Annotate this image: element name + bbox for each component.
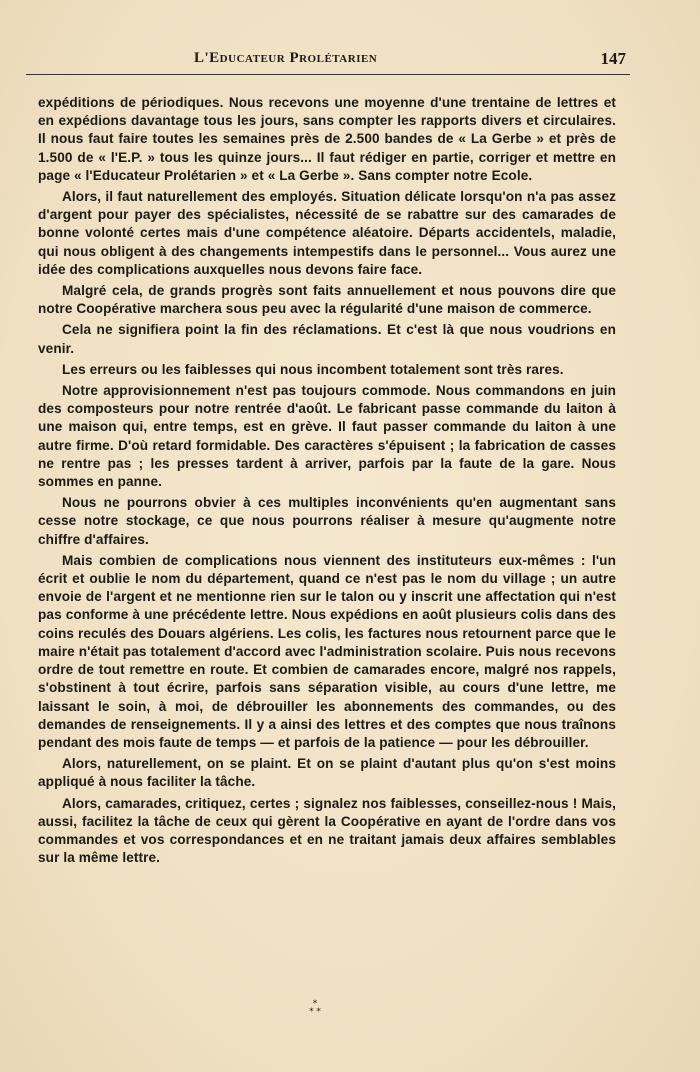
paragraph-7: Nous ne pourrons obvier à ces multiples inconvénients qu'en augmentant sans cesse notre stockage, ce que nous pourrons réaliser à mesure qu'augmente notre chiffre d'affaires.	[38, 495, 616, 547]
asterism-ornament-icon: * * *	[309, 999, 321, 1017]
journal-title: L'Educateur Prolétarien	[194, 50, 378, 66]
paragraph-3: Malgré cela, de grands progrès sont faits annuellement et nous pouvons dire que notre Coopérative marchera sous peu avec la régularité d'une maison de commerce.	[38, 283, 616, 317]
paragraph-1: expéditions de périodiques. Nous recevons une moyenne d'une trentaine de lettres et en expédions davantage tous les jours, sans compter les rapports divers et circulaires. Il nous faut faire toutes les semaines près de 2.500 bandes de « La Gerbe » et près de 1.500 de « l'E.P. » tous les quinze jours... Il faut rédiger en partie, corriger et mettre en page « l'Educateur Prolétarien » et « La Gerbe ». Sans compter notre Ecole.	[38, 95, 616, 183]
paragraph-10: Alors, camarades, critiquez, certes ; signalez nos faiblesses, conseillez-nous ! Mais, aussi, facilitez la tâche de ceux qui gèrent la Coopérative en ayant de l'ordre dans vos commandes et vos correspondances et en ne traitant jamais deux affaires semblables sur la même lettre.	[38, 795, 616, 866]
article-body	[38, 94, 616, 870]
paragraph-4: Cela ne signifiera point la fin des réclamations. Et c'est là que nous voudrions en venir.	[38, 322, 616, 356]
page-number: 147	[600, 49, 626, 68]
paragraph-2: Alors, il faut naturellement des employés. Situation délicate lorsqu'on n'a pas assez d'argent pour payer des spécialistes, nécessité de se rabattre sur des camarades de bonne volonté certes mais d'une compétence aléatoire. Départs accidentels, maladie, qui nous obligent à des changements intempestifs dans le personnel... Vous aurez une idée des complications auxquelles nous devons faire face.	[38, 189, 616, 277]
paragraph-8: Mais combien de complications nous viennent des instituteurs eux-mêmes : l'un écrit et oublie le nom du département, quand ce n'est pas le nom du village ; un autre envoie de l'argent et ne mentionne rien sur le talon ou y inscrit une affectation qui n'est pas conforme à une précédente lettre. Nous expédions en août plusieurs colis dans des coins reculés des Douars algériens. Les colis, les factures nous retournent parce que le maire n'était pas totalement d'accord avec l'administration scolaire. Puis nous recevons ordre de tout remettre en route. Et combien de camarades encore, malgré nos rappels, s'obstinent à tout écrire, parfois sans séparation visible, au cours d'une lettre, me laissant le soin, à moi, de débrouiller les abonnements des commandes, ou des demandes de renseignements. Il y a ainsi des lettres et des comptes que nous traînons pendant des mois faute de temps — et parfois de la patience — pour les débrouiller.	[38, 552, 616, 750]
paragraph-6: Notre approvisionnement n'est pas toujours commode. Nous commandons en juin des composteurs pour notre rentrée d'août. Le fabricant passe commande du laiton à une maison qui, entre temps, est en grève. Il faut passer commande du laiton à une autre firme. D'où retard formidable. Des caractères s'épuisent ; la fabrication de casses ne rentre pas ; les presses tardent à arriver, parfois par la faute de la gare. Nous sommes en panne.	[38, 383, 616, 490]
running-header	[26, 48, 630, 75]
paragraph-5: Les erreurs ou les faiblesses qui nous incombent totalement sont très rares.	[62, 361, 564, 377]
paragraph-9: Alors, naturellement, on se plaint. Et on se plaint d'autant plus qu'on s'est moins appliqué à nous faciliter la tâche.	[38, 756, 616, 790]
